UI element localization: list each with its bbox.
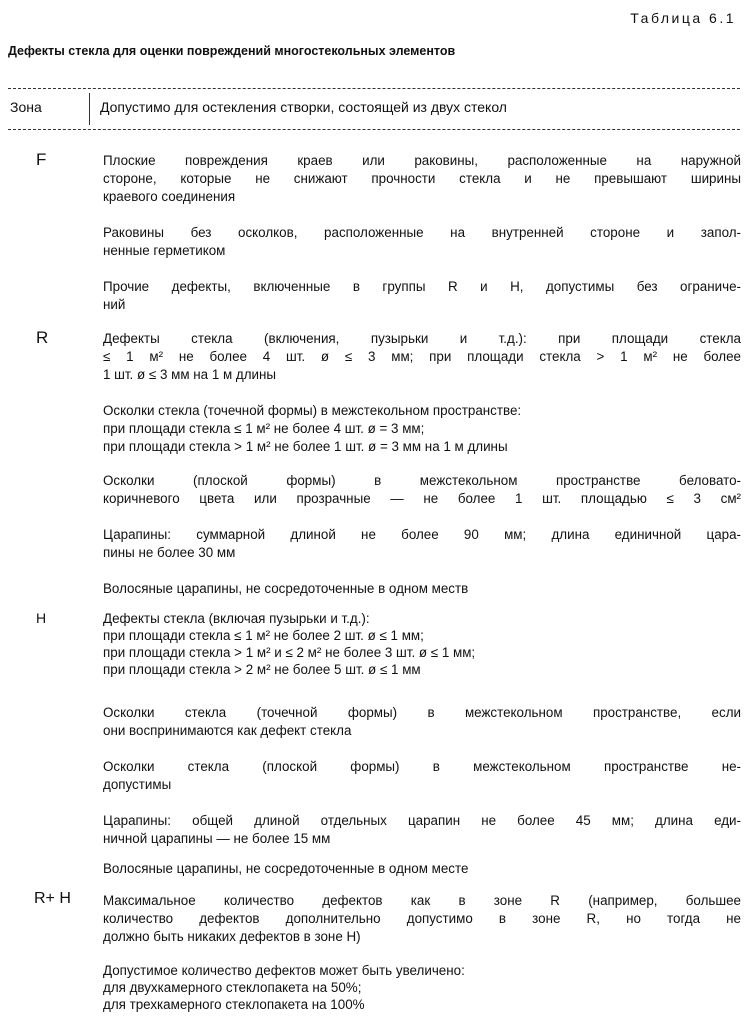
entry-line: они воспринимаются как дефект стекла xyxy=(103,723,352,738)
defect-entry xyxy=(103,580,741,598)
entry-line: ≤ 1 м² не более 4 шт. ø ≤ 3 мм; при площади стекла > 1 м² не более xyxy=(103,349,741,364)
entry-line: должно быть никаких дефектов в зоне H) xyxy=(103,929,361,944)
defect-entry xyxy=(103,224,741,260)
entry-line: Волосяные царапины, не сосредоточенные в одном месте xyxy=(103,861,469,876)
entry-line: Дефекты стекла (включения, пузырьки и т.д.): при площади стекла xyxy=(103,331,741,346)
defect-entry xyxy=(103,402,741,456)
entry-line: Царапины: общей длиной отдельных царапин не более 45 мм; длина еди- xyxy=(103,813,741,828)
entry-line: ненные герметиком xyxy=(103,243,226,258)
entry-line: Плоские повреждения краев или раковины, расположенные на наружной xyxy=(103,153,741,168)
defect-entry xyxy=(103,278,741,314)
entry-line: при площади стекла > 1 м² не более 1 шт. ø = 3 мм на 1 м длины xyxy=(103,439,508,454)
entry-line: Осколки стекла (точечной формы) в межстекольном пространстве: xyxy=(103,403,522,418)
entry-line: ний xyxy=(103,297,126,312)
entry-line: для трехкамерного стеклопакета на 100% xyxy=(103,997,365,1012)
entry-line: Прочие дефекты, включенные в группы R и H, допустимы без ограниче- xyxy=(103,279,741,294)
table-header xyxy=(8,88,740,130)
defect-entry xyxy=(103,526,741,562)
defect-entry xyxy=(103,892,741,946)
table-caption: Дефекты стекла для оценки повреждений многостекольных элементов xyxy=(8,44,456,58)
entry-line: Дефекты стекла (включая пузырьки и т.д.): xyxy=(103,611,370,626)
entry-line: ничной царапины — не более 15 мм xyxy=(103,831,331,846)
entry-line: Осколки стекла (плоской формы) в межстекольном пространстве не- xyxy=(103,759,741,774)
description-column-header: Допустимо для остекления створки, состоящей из двух стекол xyxy=(100,99,507,115)
entry-line: Осколки стекла (точечной формы) в межстекольном пространстве, если xyxy=(103,705,741,720)
defect-entry xyxy=(103,860,741,878)
zone-label: H xyxy=(36,610,47,626)
defect-entry xyxy=(103,152,741,206)
entry-line: Осколки (плоской формы) в межстекольном пространстве беловато- xyxy=(103,473,741,488)
entry-line: при площади стекла ≤ 1 м² не более 2 шт. ø ≤ 1 мм; xyxy=(103,628,424,643)
defect-entry xyxy=(103,812,741,848)
entry-line: при площади стекла ≤ 1 м² не более 4 шт. ø = 3 мм; xyxy=(103,421,425,436)
entry-line: краевого соединения xyxy=(103,189,236,204)
entry-line: для двухкамерного стеклопакета на 50%; xyxy=(103,980,362,995)
entry-line: 1 шт. ø ≤ 3 мм на 1 м длины xyxy=(103,367,277,382)
entry-line: Волосяные царапины, не сосредоточенные в одном меств xyxy=(103,581,469,596)
zone-label: R+ H xyxy=(34,890,71,907)
entry-line: допустимы xyxy=(103,777,172,792)
entry-line: пины не более 30 мм xyxy=(103,545,236,560)
entry-line: стороне, которые не снижают прочности стекла и не превышают ширины xyxy=(103,171,741,186)
table-number: Таблица 6.1 xyxy=(630,10,736,26)
defect-entry xyxy=(103,610,741,678)
defect-entry xyxy=(103,330,741,384)
entry-line: коричневого цвета или прозрачные — не более 1 шт. площадью ≤ 3 см² xyxy=(103,491,741,506)
zone-label: R xyxy=(36,328,49,347)
entry-line: Максимальное количество дефектов как в зоне R (например, большее xyxy=(103,893,741,908)
entry-line: количество дефектов дополнительно допустимо в зоне R, но тогда не xyxy=(103,911,741,926)
entry-line: Допустимое количество дефектов может быть увеличено: xyxy=(103,963,465,978)
entry-line: Раковины без осколков, расположенные на внутренней стороне и запол- xyxy=(103,225,741,240)
zone-label: F xyxy=(36,150,47,169)
defect-entry xyxy=(103,472,741,508)
entry-line: при площади стекла > 2 м² не более 5 шт. ø ≤ 1 мм xyxy=(103,662,421,677)
defect-entry xyxy=(103,704,741,740)
defect-entry xyxy=(103,962,741,1013)
zone-column-header: Зона xyxy=(10,99,42,115)
defect-entry xyxy=(103,758,741,794)
entry-line: при площади стекла > 1 м² и ≤ 2 м² не более 3 шт. ø ≤ 1 мм; xyxy=(103,645,476,660)
entry-line: Царапины: суммарной длиной не более 90 мм; длина единичной цара- xyxy=(103,527,741,542)
header-divider xyxy=(89,93,90,125)
